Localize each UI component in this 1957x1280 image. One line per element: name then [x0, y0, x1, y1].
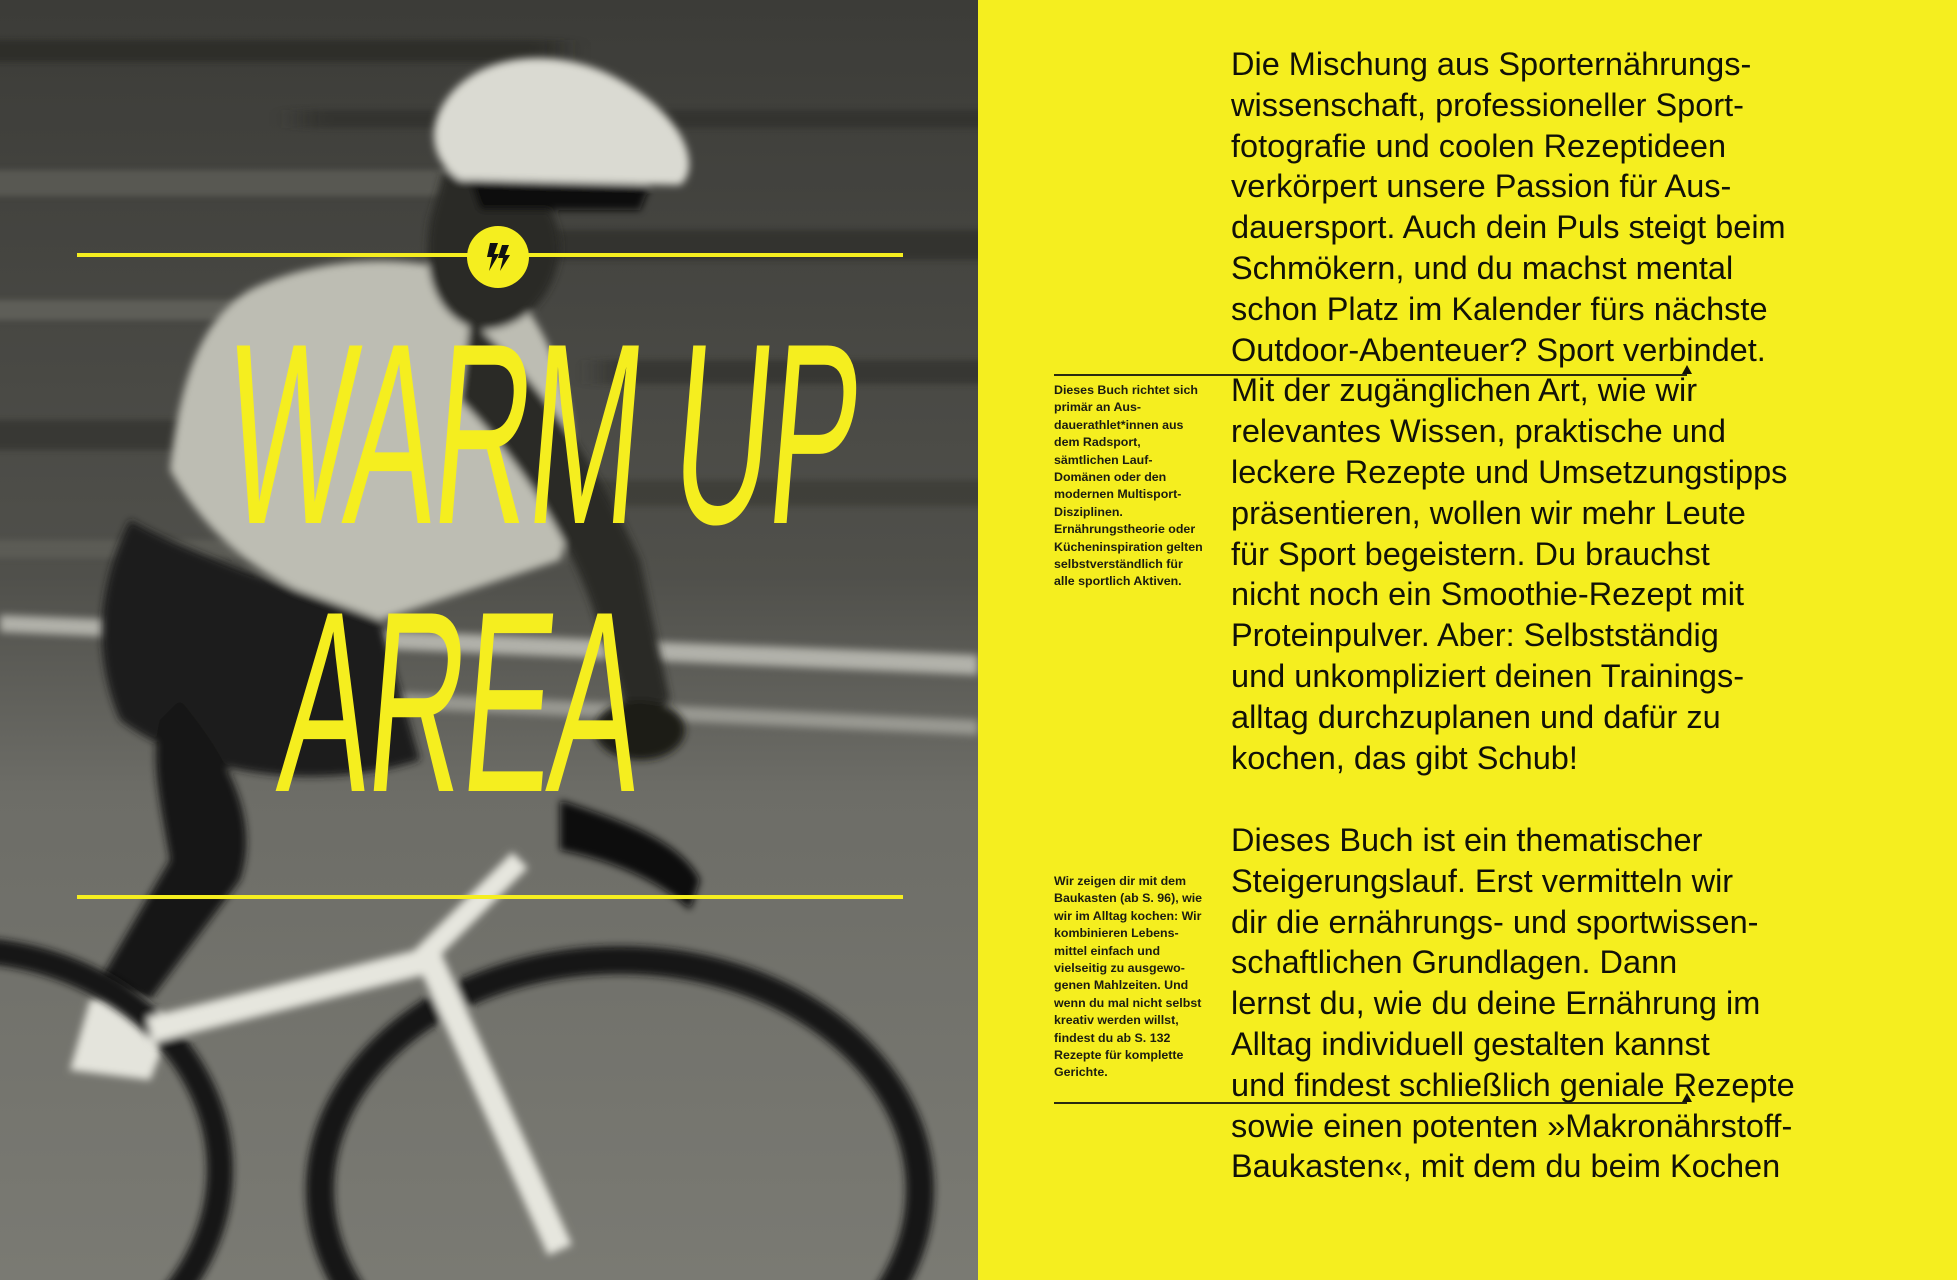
- text-line: Proteinpulver. Aber: Selbstständig: [1231, 617, 1719, 654]
- text-line: schon Platz im Kalender fürs nächste: [1231, 290, 1768, 327]
- text-line: präsentieren, wollen wir mehr Leute: [1231, 494, 1746, 531]
- text-line: relevantes Wissen, praktische und: [1231, 413, 1726, 450]
- text-line: fotografie und coolen Rezeptideen: [1231, 127, 1727, 164]
- text-line: Schmökern, und du machst mental: [1231, 249, 1734, 286]
- text-line: Baukasten«, mit dem du beim Kochen: [1231, 1148, 1781, 1185]
- headline-line-1: WARM UP: [217, 289, 870, 578]
- text-line: und unkompliziert deinen Trainings-: [1231, 657, 1745, 694]
- text-line: und findest schließlich geniale Rezepte: [1231, 1066, 1795, 1103]
- bolt-glyph-icon: [478, 237, 518, 277]
- text-line: Mit der zugänglichen Art, wie wir: [1231, 372, 1698, 409]
- text-line: alltag durchzuplanen und dafür zu: [1231, 698, 1721, 735]
- text-line: leckere Rezepte und Umsetzungstipps: [1231, 453, 1788, 490]
- text-line: schaftlichen Grundlagen. Dann: [1231, 944, 1678, 981]
- text-line: kochen, das gibt Schub!: [1231, 739, 1578, 776]
- bottom-rule: [77, 895, 903, 899]
- text-line: für Sport begeistern. Du brauchst: [1231, 535, 1710, 572]
- text-line: Alltag individuell gestalten kannst: [1231, 1025, 1710, 1062]
- text-line: nicht noch ein Smoothie-Rezept mit: [1231, 576, 1745, 613]
- text-line: Dieses Buch ist ein thematischer: [1231, 822, 1703, 858]
- headline-line-2: AREA: [270, 557, 652, 846]
- sidenote-rule-2: [1054, 1102, 1200, 1104]
- lightning-bolt-icon: [467, 226, 529, 288]
- text-line: lernst du, wie du deine Ernährung im: [1231, 985, 1761, 1022]
- text-line: Die Mischung aus Sporternährungs-: [1231, 46, 1752, 82]
- text-line: Steigerungslauf. Erst vermitteln wir: [1231, 862, 1734, 899]
- sidenote-rule-1: [1054, 374, 1200, 376]
- sidenote-2: Wir zeigen dir mit dem Baukasten (ab S. 96), wie wir im Alltag kochen: Wir kombinieren Lebensmittel einfach und vielseitig zu ausgewogenen Mahlzeiten. Und wenn du mal nicht selbst kreativ werden willst, findest du ab S. 132 Rezepte für komplette Gerichte.: [1054, 874, 1203, 1080]
- headline: [196, 289, 870, 846]
- body-paragraph-1: [1231, 44, 1911, 778]
- sidenote-1: Dieses Buch richtet sich primär an Ausdauerathlet*innen aus dem Radsport, sämtlichen Lauf-Domänen oder den modernen Multisport-Disziplinen. Ernährungstheorie oder Kücheninspiration gelten selbstverständlich für alle sportlich Aktiven.: [1054, 383, 1203, 589]
- text-line: verkörpert unsere Passion für Aus-: [1231, 168, 1732, 205]
- body-paragraph-2: [1231, 820, 1911, 1187]
- right-page: [978, 0, 1957, 1280]
- text-line: Outdoor-Abenteuer? Sport verbindet.: [1231, 331, 1766, 368]
- text-line: dir die ernährungs- und sportwissen-: [1231, 903, 1759, 940]
- text-line: wissenschaft, professioneller Sport-: [1231, 86, 1745, 123]
- text-line: dauersport. Auch dein Puls steigt beim: [1231, 209, 1786, 246]
- text-line: sowie einen potenten »Makronährstoff-: [1231, 1107, 1793, 1144]
- left-page: [0, 0, 978, 1280]
